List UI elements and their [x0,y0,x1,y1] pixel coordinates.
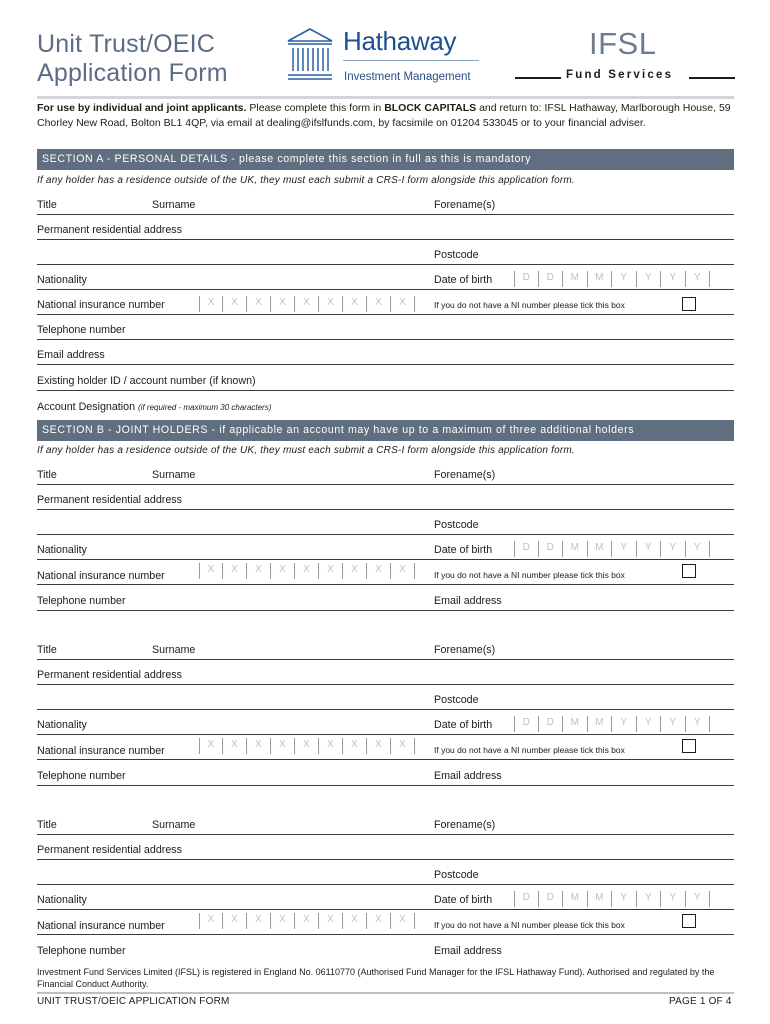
fund-services-rule-right [689,77,735,79]
dob-box[interactable]: M [588,891,613,907]
ni-box[interactable]: X [367,563,391,579]
dob-box[interactable]: Y [637,891,662,907]
holder2-ni-label: National insurance number [37,745,165,757]
holder2-address-line-1[interactable] [37,684,734,685]
ni-box[interactable]: X [271,913,295,929]
holder3-ni-tick-label: If you do not have a NI number please tick this box [434,920,625,930]
holder2-postcode-label: Postcode [434,694,479,706]
dob-box[interactable]: Y [612,716,637,732]
dob-boxes[interactable] [514,271,710,287]
ni-box[interactable]: X [343,738,367,754]
holder3-email-label: Email address [434,945,502,957]
ni-box[interactable]: X [199,296,223,312]
ni-box[interactable]: X [391,913,415,929]
holder1-nationality-label: Nationality [37,544,87,556]
holder2-email-label: Email address [434,770,502,782]
ni-box[interactable]: X [319,296,343,312]
dob-box[interactable]: M [563,891,588,907]
holder2-ni-line[interactable] [37,759,734,760]
address-field-label: Permanent residential address [37,224,182,236]
dob-box[interactable]: D [539,271,564,287]
name-row-line[interactable] [37,214,734,215]
holder1-telephone-label: Telephone number [37,595,126,607]
holder3-address-line-2[interactable] [37,884,734,885]
dob-box[interactable]: M [588,716,613,732]
designation-field-label [37,401,271,413]
dob-box[interactable]: Y [612,891,637,907]
holder3-dob-boxes[interactable] [514,891,710,907]
telephone-field-label: Telephone number [37,324,126,336]
holder3-surname-label: Surname [152,819,196,831]
intro-text-b: and return to: IFSL Hathaway, Marlborough House, 59 Chorley New Road, Bolton BL1 4QP, via email at dealing@ifslfunds.com, by facsimile on 01204 533045 or to your financial adviser. [37,102,731,129]
nationality-row-line[interactable] [37,289,734,290]
title-field-label: Title [37,199,57,211]
ni-boxes[interactable] [199,296,415,312]
holder2-address-line-2[interactable] [37,709,734,710]
ni-box[interactable]: X [271,738,295,754]
logo-name: Hathaway [343,26,457,56]
intro-bold-lead: For use by individual and joint applicants. [37,102,247,114]
dob-box[interactable]: Y [612,541,637,557]
holder1-name-line[interactable] [37,484,734,485]
email-line[interactable] [37,364,734,365]
section-b-note: If any holder has a residence outside of the UK, they must each submit a CRS-I form alongside this application form. [37,445,575,456]
holder1-ni-label: National insurance number [37,570,165,582]
holder2-forenames-label: Forename(s) [434,644,496,656]
holder2-contact-line[interactable] [37,785,734,786]
holder2-nationality-label: Nationality [37,719,87,731]
postcode-field-label: Postcode [434,249,479,261]
dob-box[interactable]: M [563,716,588,732]
ni-box[interactable]: X [223,563,247,579]
dob-box[interactable]: Y [661,541,686,557]
existing-holder-label: Existing holder ID / account number (if known) [37,375,256,387]
dob-box[interactable]: D [539,716,564,732]
dob-box[interactable]: D [514,891,539,907]
holder3-forenames-label: Forename(s) [434,819,496,831]
holder1-ni-boxes[interactable] [199,563,415,579]
section-a-note: If any holder has a residence outside of the UK, they must each submit a CRS-I form alongside this application form. [37,175,575,186]
designation-note: (if required - maximum 30 characters) [138,403,272,412]
holder2-dob-label: Date of birth [434,719,493,731]
holder3-ni-boxes[interactable] [199,913,415,929]
ni-box[interactable]: X [199,563,223,579]
holder2-no-ni-checkbox[interactable] [682,739,696,753]
ni-box[interactable]: X [295,296,319,312]
ni-box[interactable]: X [271,296,295,312]
ni-box[interactable]: X [199,738,223,754]
dob-field-label: Date of birth [434,274,493,286]
dob-box[interactable]: M [563,541,588,557]
ni-field-label: National insurance number [37,299,165,311]
holder1-dob-boxes[interactable] [514,541,710,557]
dob-box[interactable]: Y [686,271,711,287]
ni-box[interactable]: X [223,738,247,754]
dob-box[interactable]: M [588,271,613,287]
ifsl-logo: IFSL [589,26,657,61]
ni-box[interactable]: X [343,296,367,312]
address-line-2[interactable] [37,264,734,265]
dob-box[interactable]: Y [661,891,686,907]
section-a-header: SECTION A - PERSONAL DETAILS - please complete this section in full as this is mandatory [37,149,734,170]
ni-box[interactable]: X [391,738,415,754]
dob-box[interactable]: Y [661,716,686,732]
ni-box[interactable]: X [367,296,391,312]
ni-box[interactable]: X [319,563,343,579]
ni-box[interactable]: X [295,563,319,579]
ni-box[interactable]: X [247,738,271,754]
ni-box[interactable]: X [295,913,319,929]
intro-text-a: Please complete this form in [246,102,385,114]
footer-form-name: UNIT TRUST/OEIC APPLICATION FORM [37,996,230,1007]
footer-page-number: PAGE 1 OF 4 [669,996,732,1007]
temple-logo-icon [285,27,335,83]
dob-box[interactable]: D [514,541,539,557]
ni-box[interactable]: X [223,296,247,312]
dob-box[interactable]: Y [637,541,662,557]
dob-box[interactable]: Y [686,541,711,557]
holder3-no-ni-checkbox[interactable] [682,914,696,928]
holder3-nationality-label: Nationality [37,894,87,906]
page-title-line1: Unit Trust/OEIC [37,30,216,58]
holder1-contact-line[interactable] [37,610,734,611]
page-title [37,30,228,88]
holder2-address-label: Permanent residential address [37,669,182,681]
surname-field-label: Surname [152,199,196,211]
holder2-name-line[interactable] [37,659,734,660]
designation-label-text: Account Designation [37,401,136,413]
holder3-telephone-label: Telephone number [37,945,126,957]
holder2-surname-label: Surname [152,644,196,656]
fund-services-rule-left [515,77,561,79]
holder1-forenames-label: Forename(s) [434,469,496,481]
holder1-postcode-label: Postcode [434,519,479,531]
holder1-address-label: Permanent residential address [37,494,182,506]
holder1-email-label: Email address [434,595,502,607]
dob-box[interactable]: D [514,271,539,287]
ni-box[interactable]: X [247,296,271,312]
holder1-address-line-1[interactable] [37,509,734,510]
footer-divider [37,992,734,994]
holder3-name-line[interactable] [37,834,734,835]
ni-box[interactable]: X [319,738,343,754]
intro-paragraph [37,101,734,131]
dob-box[interactable]: Y [686,716,711,732]
ni-box[interactable]: X [343,563,367,579]
holder1-ni-tick-label: If you do not have a NI number please tick this box [434,570,625,580]
ni-box[interactable]: X [367,913,391,929]
logo-divider [343,60,479,61]
holder3-title-label: Title [37,819,57,831]
telephone-line[interactable] [37,339,734,340]
ni-box[interactable]: X [247,563,271,579]
logo-subtitle: Investment Management [344,71,471,83]
holder1-ni-line[interactable] [37,584,734,585]
holder1-nationality-line[interactable] [37,559,734,560]
holder3-postcode-label: Postcode [434,869,479,881]
page-title-line2: Application Form [37,59,228,87]
holder3-address-line-1[interactable] [37,859,734,860]
header-divider [37,96,734,99]
nationality-field-label: Nationality [37,274,87,286]
holder3-dob-label: Date of birth [434,894,493,906]
intro-block-capitals: BLOCK CAPITALS [384,102,477,114]
dob-box[interactable]: D [539,541,564,557]
holder1-surname-label: Surname [152,469,196,481]
holder2-ni-tick-label: If you do not have a NI number please tick this box [434,745,625,755]
section-b-header: SECTION B - JOINT HOLDERS - if applicable an account may have up to a maximum of three additional holders [37,420,734,441]
ni-tick-label: If you do not have a NI number please tick this box [434,300,625,310]
ni-row-line[interactable] [37,314,734,315]
ni-box[interactable]: X [295,738,319,754]
legal-footer: Investment Fund Services Limited (IFSL) is registered in England No. 06110770 (Authorised Fund Manager for the IFSL Hathaway Fund). Authorised and regulated by the Financial Conduct Authority. [37,967,715,989]
ni-box[interactable]: X [367,738,391,754]
holder1-address-line-2[interactable] [37,534,734,535]
holder2-dob-boxes[interactable] [514,716,710,732]
dob-box[interactable]: D [514,716,539,732]
dob-box[interactable]: Y [661,271,686,287]
holder2-title-label: Title [37,644,57,656]
ni-box[interactable]: X [271,563,295,579]
holder2-nationality-line[interactable] [37,734,734,735]
address-line-1[interactable] [37,239,734,240]
ni-box[interactable]: X [223,913,247,929]
dob-box[interactable]: M [563,271,588,287]
dob-box[interactable]: Y [637,716,662,732]
holder3-nationality-line[interactable] [37,909,734,910]
dob-box[interactable]: Y [637,271,662,287]
dob-box[interactable]: Y [686,891,711,907]
forenames-field-label: Forename(s) [434,199,496,211]
ni-box[interactable]: X [343,913,367,929]
holder1-no-ni-checkbox[interactable] [682,564,696,578]
holder3-ni-label: National insurance number [37,920,165,932]
fund-services-label: Fund Services [566,69,674,81]
holder2-telephone-label: Telephone number [37,770,126,782]
ni-box[interactable]: X [391,563,415,579]
ni-box[interactable]: X [247,913,271,929]
dob-box[interactable]: D [539,891,564,907]
holder3-address-label: Permanent residential address [37,844,182,856]
dob-box[interactable]: M [588,541,613,557]
dob-box[interactable]: Y [612,271,637,287]
ni-box[interactable]: X [319,913,343,929]
holder2-ni-boxes[interactable] [199,738,415,754]
ni-box[interactable]: X [391,296,415,312]
holder1-title-label: Title [37,469,57,481]
holder1-dob-label: Date of birth [434,544,493,556]
ni-box[interactable]: X [199,913,223,929]
email-field-label: Email address [37,349,105,361]
no-ni-checkbox[interactable] [682,297,696,311]
existing-holder-line[interactable] [37,390,734,391]
holder3-ni-line[interactable] [37,934,734,935]
